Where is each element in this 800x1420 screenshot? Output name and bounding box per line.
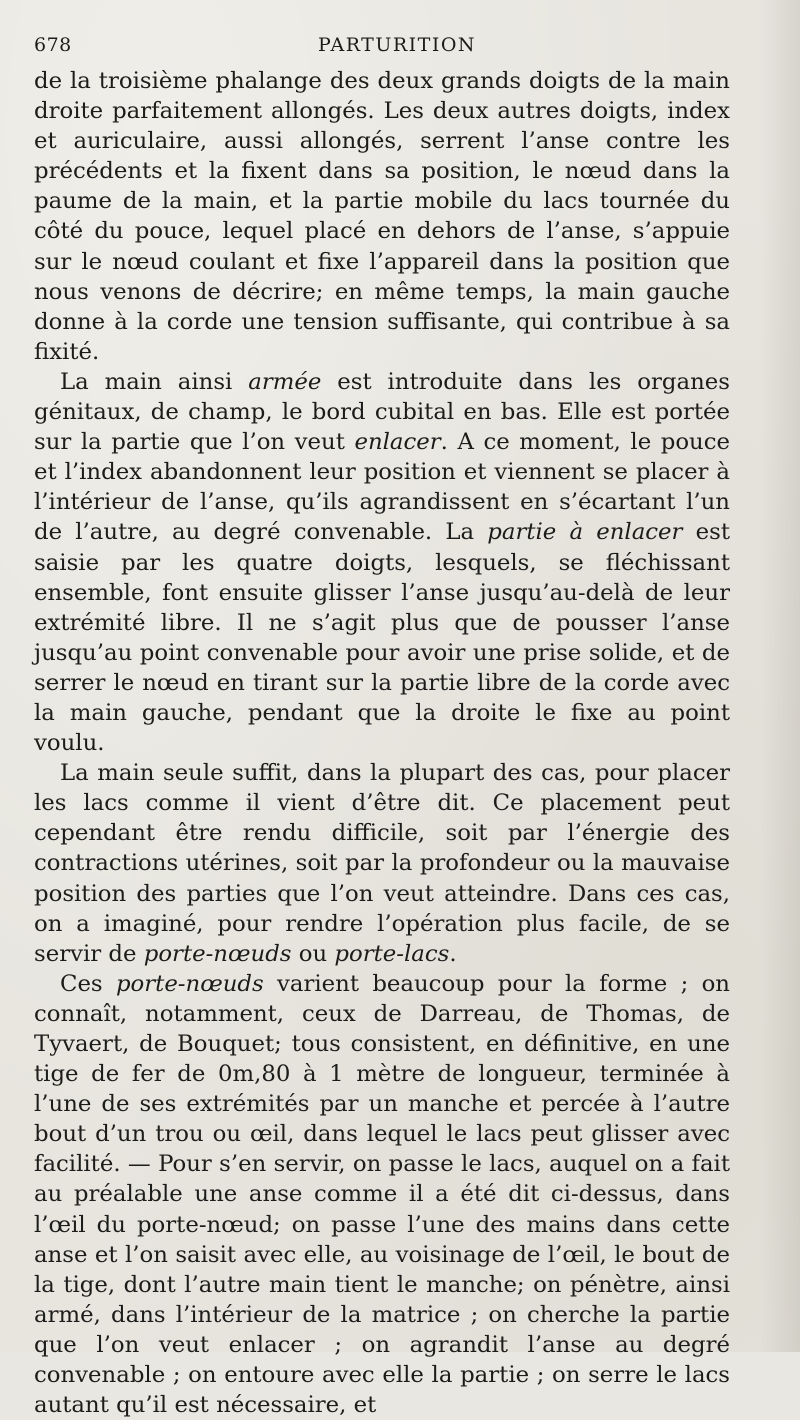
text-run: est saisie par les quatre doigts, lesquels, se fléchissant ensemble, font ensuite glisser l’anse jusqu’au-delà de leur extrémité libre. Il ne s’agit plus que de pousser l’anse jusqu’au point convenable pour avoir une prise solide, et de serrer le nœud en tirant sur la partie libre de la corde avec la main gauche, pendant que la droite le fixe au point voulu. <box>34 519 730 757</box>
text-run: . <box>449 940 457 967</box>
text-run: de la troisième phalange des deux grands doigts de la main droite parfaitement allongés. Les deux autres doigts, index et auriculaire, aussi allongés, serrent l’anse contre les précédents et la fixent dans sa position, le nœud dans la paume de la main, et la partie mobile du lacs tournée du côté du pouce, lequel placé en dehors de l’anse, s’appuie sur le nœud coulant et fixe l’appareil dans la position que nous venons de décrire; en même temps, la main gauche donne à la corde une tension suffisante, qui contribue à sa fixité. <box>34 68 730 365</box>
text-run: . A ce moment, le pouce et l’index abandonnent leur position et viennent se placer à l’intérieur de l’anse, qu’ils agrandissent en s’écartant l’un de l’autre, au degré convenable. La <box>34 429 730 546</box>
text-run: Ces <box>60 970 116 997</box>
text-run: ou <box>291 940 335 967</box>
italic-text: porte-nœuds <box>115 970 264 997</box>
text-run: La main ainsi <box>60 368 249 395</box>
italic-text: partie à enlacer <box>487 519 683 546</box>
page-edge-shadow <box>760 0 800 1352</box>
italic-text: porte-nœuds <box>143 940 292 967</box>
italic-text: enlacer <box>354 429 441 456</box>
paragraph <box>34 758 730 969</box>
text-run: varient beaucoup pour la forme ; on connaît, notamment, ceux de Darreau, de Thomas, de Tyvaert, de Bouquet; tous consistent, en définitive, en une tige de fer de 0m,80 à 1 mètre de longueur, terminée à l’une de ses extrémités par un manche et percée à l’autre bout d’un trou ou œil, dans lequel le lacs peut glisser avec facilité. — Pour s’en servir, on passe le lacs, auquel on a fait au préalable une anse comme il a été dit ci-dessus, dans l’œil du porte-nœud; on passe l’une des mains dans cette anse et l’on saisit avec elle, au voisinage de l’œil, le bout de la tige, dont l’autre main tient le manche; on pénètre, ainsi armé, dans l’intérieur de la matrice ; on cherche la partie que l’on veut enlacer ; on agrandit l’anse au degré convenable ; on entoure avec elle la partie ; on serre le lacs autant qu’il est nécessaire, et <box>34 970 730 1419</box>
running-head: PARTURITION <box>317 34 477 56</box>
paragraph <box>34 66 730 367</box>
paragraph <box>34 367 730 758</box>
page-header <box>34 22 730 66</box>
page-number: 678 <box>34 34 72 56</box>
text-run: La main seule suffit, dans la plupart des cas, pour placer les lacs comme il vient d’être dit. Ce placement peut cependant être rendu difficile, soit par l’énergie des contractions utérines, soit par la profondeur ou la mauvaise position des parties que l’on veut atteindre. Dans ces cas, on a imaginé, pour rendre l’opération plus facile, de se servir de <box>34 760 730 967</box>
italic-text: armée <box>248 368 322 395</box>
italic-text: porte-lacs <box>334 940 450 967</box>
text-run: est introduite dans les organes génitaux, de champ, le bord cubital en bas. Elle est portée sur la partie que l’on veut <box>34 368 730 456</box>
paragraph <box>34 969 730 1420</box>
body-text <box>34 66 730 1420</box>
